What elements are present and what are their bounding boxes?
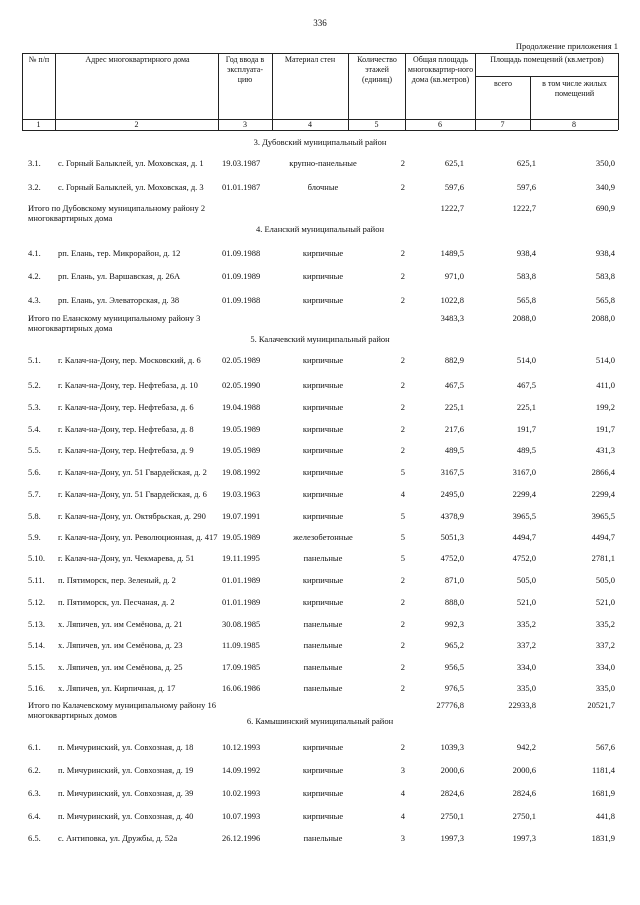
row-floors: 5 [400, 511, 405, 521]
row-number: 5.7. [28, 489, 41, 499]
row-floors: 2 [400, 271, 405, 281]
row-total-area: 597,6 [444, 182, 464, 192]
row-material: кирпичные [302, 355, 344, 365]
row-year: 30.08.1985 [222, 619, 261, 629]
row-total-area: 888,0 [444, 597, 464, 607]
row-total-area: 992,3 [444, 619, 464, 629]
row-area-living: 514,0 [595, 355, 615, 365]
row-number: 5.16. [28, 683, 45, 693]
row-year: 19.07.1991 [222, 511, 261, 521]
row-material: кирпичные [302, 467, 344, 477]
row-number: 6.4. [28, 811, 41, 821]
row-area-all: 191,7 [516, 424, 536, 434]
row-area-living: 1831,9 [591, 833, 615, 843]
row-floors: 2 [400, 640, 405, 650]
row-total-area: 1039,3 [440, 742, 464, 752]
row-year: 10.12.1993 [222, 742, 261, 752]
header-num: № п/п [28, 55, 50, 64]
row-area-living: 565,8 [595, 295, 615, 305]
row-material: кирпичные [302, 742, 344, 752]
row-year: 16.06.1986 [222, 683, 261, 693]
row-floors: 2 [400, 248, 405, 258]
row-area-all: 2750,1 [512, 811, 536, 821]
row-area-living: 567,6 [595, 742, 615, 752]
row-material: панельные [303, 683, 343, 693]
table-row [0, 380, 640, 392]
row-area-all: 2299,4 [512, 489, 536, 499]
section-title: 6. Камышинский муниципальный район [246, 716, 394, 726]
total-area-all: 22933,8 [508, 700, 536, 710]
row-area-living: 441,8 [595, 811, 615, 821]
table-row [0, 182, 640, 194]
total-area-living: 2088,0 [591, 313, 615, 323]
row-area-living: 335,2 [595, 619, 615, 629]
row-address: г. Калач-на-Дону, ул. Революционная, д. 417 [58, 532, 218, 542]
row-material: кирпичные [302, 248, 344, 258]
row-address: х. Ляпичев, ул. им Семёнова, д. 25 [58, 662, 183, 672]
row-floors: 5 [400, 467, 405, 477]
col-number: 3 [243, 120, 247, 129]
row-total-area: 956,5 [444, 662, 464, 672]
table-row [0, 158, 640, 170]
row-address: рп. Елань, тер. Микрорайон, д. 12 [58, 248, 181, 258]
row-number: 5.1. [28, 355, 41, 365]
row-material: панельные [303, 553, 343, 563]
row-floors: 2 [400, 402, 405, 412]
row-total-area: 2000,6 [440, 765, 464, 775]
row-floors: 5 [400, 532, 405, 542]
row-number: 5.14. [28, 640, 45, 650]
row-year: 01.01.1987 [222, 182, 261, 192]
row-total-area: 976,5 [444, 683, 464, 693]
row-area-living: 2866,4 [591, 467, 615, 477]
row-area-living: 340,9 [595, 182, 615, 192]
row-address: х. Ляпичев, ул. им Семёнова, д. 23 [58, 640, 183, 650]
row-floors: 2 [400, 355, 405, 365]
total-area: 3483,3 [440, 313, 464, 323]
row-address: г. Калач-на-Дону, тер. Нефтебаза, д. 8 [58, 424, 194, 434]
row-address: г. Калач-на-Дону, тер. Нефтебаза, д. 6 [58, 402, 194, 412]
table-row [0, 532, 640, 544]
row-address: п. Мичуринский, ул. Совхозная, д. 18 [58, 742, 194, 752]
row-area-all: 335,2 [516, 619, 536, 629]
table-row [0, 683, 640, 695]
row-total-area: 489,5 [444, 445, 464, 455]
table-row [0, 788, 640, 800]
row-area-all: 3167,0 [512, 467, 536, 477]
row-year: 26.12.1996 [222, 833, 261, 843]
row-area-all: 4494,7 [512, 532, 536, 542]
row-address: г. Калач-на-Дону, ул. 51 Гвардейская, д. 2 [58, 467, 207, 477]
row-floors: 2 [400, 662, 405, 672]
table-row [0, 597, 640, 609]
row-number: 5.10. [28, 553, 45, 563]
row-area-all: 521,0 [516, 597, 536, 607]
row-year: 01.09.1988 [222, 295, 261, 305]
row-address: рп. Елань, ул. Варшавская, д. 26А [58, 271, 181, 281]
row-area-all: 942,2 [516, 742, 536, 752]
row-material: кирпичные [302, 295, 344, 305]
col-number: 2 [134, 120, 139, 129]
row-floors: 4 [400, 788, 405, 798]
row-number: 5.13. [28, 619, 45, 629]
row-number: 5.9. [28, 532, 41, 542]
row-number: 4.3. [28, 295, 41, 305]
row-year: 01.01.1989 [222, 575, 261, 585]
row-area-all: 334,0 [516, 662, 536, 672]
row-total-area: 971,0 [444, 271, 464, 281]
row-total-area: 467,5 [444, 380, 464, 390]
row-floors: 2 [400, 575, 405, 585]
row-address: с. Антиповка, ул. Дружбы, д. 52а [58, 833, 178, 843]
row-year: 01.09.1988 [222, 248, 261, 258]
table-row [0, 833, 640, 845]
row-number: 6.3. [28, 788, 41, 798]
row-area-living: 334,0 [595, 662, 615, 672]
page-number: 336 [313, 18, 327, 28]
row-number: 5.12. [28, 597, 45, 607]
row-total-area: 882,9 [444, 355, 464, 365]
header-total-area: Общая площадь многоквартир-ного дома (кв.метров) [407, 55, 474, 84]
row-floors: 3 [400, 833, 405, 843]
continuation-label: Продолжение приложения 1 [515, 41, 618, 51]
row-number: 6.5. [28, 833, 41, 843]
row-area-living: 411,0 [596, 380, 615, 390]
row-number: 5.8. [28, 511, 41, 521]
row-year: 02.05.1989 [222, 355, 261, 365]
row-number: 6.1. [28, 742, 41, 752]
row-total-area: 2824,6 [440, 788, 464, 798]
row-number: 4.2. [28, 271, 41, 281]
row-address: п. Пятиморск, пер. Зеленый, д. 2 [58, 575, 176, 585]
total-area-living: 690,9 [595, 203, 615, 213]
table-row [0, 575, 640, 587]
table-row [0, 553, 640, 565]
row-total-area: 1489,5 [440, 248, 464, 258]
row-material: кирпичные [302, 597, 344, 607]
row-address: г. Калач-на-Дону, пер. Московский, д. 6 [58, 355, 201, 365]
row-address: рп. Елань, ул. Элеваторская, д. 38 [58, 295, 180, 305]
row-area-all: 489,5 [516, 445, 536, 455]
row-total-area: 3167,5 [440, 467, 464, 477]
row-area-all: 938,4 [516, 248, 536, 258]
row-area-all: 505,0 [516, 575, 536, 585]
row-number: 5.3. [28, 402, 41, 412]
row-total-area: 965,2 [444, 640, 464, 650]
row-material: кирпичные [302, 402, 344, 412]
total-area-all: 2088,0 [512, 313, 536, 323]
row-area-all: 4752,0 [512, 553, 536, 563]
row-material: кирпичные [302, 489, 344, 499]
row-year: 17.09.1985 [222, 662, 261, 672]
table-row [0, 765, 640, 777]
row-address: г. Калач-на-Дону, ул. 51 Гвардейская, д. 6 [58, 489, 207, 499]
row-total-area: 5051,3 [440, 532, 464, 542]
row-year: 01.01.1989 [222, 597, 261, 607]
row-year: 10.02.1993 [222, 788, 261, 798]
row-material: кирпичные [302, 380, 344, 390]
row-floors: 3 [400, 765, 405, 775]
table-row [0, 271, 640, 283]
row-material: железобетонные [293, 532, 353, 542]
col-number: 4 [308, 120, 312, 129]
table-row [0, 248, 640, 260]
row-floors: 2 [400, 619, 405, 629]
row-area-all: 514,0 [516, 355, 536, 365]
row-year: 19.05.1989 [222, 424, 261, 434]
row-floors: 2 [400, 380, 405, 390]
row-number: 5.15. [28, 662, 45, 672]
row-year: 11.09.1985 [222, 640, 260, 650]
row-address: х. Ляпичев, ул. им Семёнова, д. 21 [58, 619, 183, 629]
row-area-all: 583,8 [516, 271, 536, 281]
row-floors: 2 [400, 445, 405, 455]
row-area-living: 2299,4 [591, 489, 615, 499]
row-year: 19.04.1988 [222, 402, 261, 412]
row-area-all: 597,6 [516, 182, 536, 192]
col-number: 8 [572, 120, 576, 129]
table-row [0, 355, 640, 367]
row-number: 6.2. [28, 765, 41, 775]
col-number: 5 [374, 120, 379, 129]
row-area-living: 938,4 [595, 248, 615, 258]
row-material: панельные [303, 662, 343, 672]
row-floors: 5 [400, 553, 405, 563]
row-year: 19.05.1989 [222, 445, 261, 455]
table-row [0, 295, 640, 307]
row-material: кирпичные [302, 765, 344, 775]
total-area-living: 20521,7 [587, 700, 615, 710]
row-floors: 2 [400, 295, 405, 305]
table-row [0, 511, 640, 523]
row-floors: 2 [400, 597, 405, 607]
row-total-area: 4378,9 [440, 511, 464, 521]
row-number: 3.1. [28, 158, 41, 168]
row-number: 4.1. [28, 248, 41, 258]
row-area-living: 583,8 [595, 271, 615, 281]
row-area-all: 1997,3 [512, 833, 536, 843]
row-year: 19.03.1963 [222, 489, 261, 499]
row-total-area: 2750,1 [440, 811, 464, 821]
row-material: кирпичные [302, 424, 344, 434]
table-row [0, 811, 640, 823]
row-floors: 4 [400, 489, 405, 499]
row-material: кирпичные [302, 445, 344, 455]
row-area-living: 4494,7 [591, 532, 615, 542]
row-total-area: 871,0 [444, 575, 464, 585]
section-total-label: Итого по Дубовскому муниципальному району 2 многоквартирных дома [28, 203, 206, 223]
row-area-all: 2000,6 [512, 765, 536, 775]
row-number: 5.6. [28, 467, 41, 477]
row-floors: 2 [400, 683, 405, 693]
row-material: панельные [303, 833, 343, 843]
row-total-area: 4752,0 [440, 553, 464, 563]
table-row [0, 742, 640, 754]
row-material: кирпичные [302, 575, 344, 585]
row-year: 14.09.1992 [222, 765, 261, 775]
table-row [0, 467, 640, 479]
row-area-all: 2824,6 [512, 788, 536, 798]
row-address: п. Мичуринский, ул. Совхозная, д. 40 [58, 811, 194, 821]
header-material: Материал стен [284, 55, 336, 64]
row-area-living: 1681,9 [591, 788, 615, 798]
row-material: кирпичные [302, 511, 344, 521]
row-area-all: 225,1 [516, 402, 536, 412]
table-row [0, 402, 640, 414]
row-address: г. Калач-на-Дону, ул. Чекмарева, д. 51 [58, 553, 195, 563]
row-year: 10.07.1993 [222, 811, 261, 821]
total-area: 27776,8 [436, 700, 464, 710]
table-row [0, 640, 640, 652]
row-area-all: 565,8 [516, 295, 536, 305]
row-area-all: 335,0 [516, 683, 536, 693]
row-material: блочные [307, 182, 339, 192]
row-year: 02.05.1990 [222, 380, 261, 390]
row-floors: 2 [400, 742, 405, 752]
row-material: панельные [303, 619, 343, 629]
row-total-area: 217,6 [444, 424, 464, 434]
section-title: 4. Еланский муниципальный район [255, 224, 385, 234]
row-address: х. Ляпичев, ул. Кирпичная, д. 17 [58, 683, 176, 693]
row-area-living: 335,0 [595, 683, 615, 693]
row-address: г. Калач-на-Дону, ул. Октябрьская, д. 290 [58, 511, 206, 521]
header-year: Год ввода в эксплуата-цию [225, 55, 265, 84]
table-row [0, 445, 640, 457]
col-number: 1 [36, 120, 41, 129]
row-address: г. Калач-на-Дону, тер. Нефтебаза, д. 10 [58, 380, 198, 390]
total-area-all: 1222,7 [512, 203, 536, 213]
row-year: 19.05.1989 [222, 532, 261, 542]
row-area-all: 3965,5 [512, 511, 536, 521]
row-area-all: 625,1 [516, 158, 536, 168]
row-area-living: 505,0 [595, 575, 615, 585]
row-area-living: 350,0 [595, 158, 615, 168]
header-floors: Количество этажей (единиц) [357, 55, 397, 84]
row-material: крупно-панельные [289, 158, 357, 168]
section-title: 5. Калачевский муниципальный район [250, 334, 390, 344]
row-material: кирпичные [302, 788, 344, 798]
row-material: панельные [303, 640, 343, 650]
table-row [0, 619, 640, 631]
row-floors: 2 [400, 424, 405, 434]
table-row [0, 424, 640, 436]
total-area: 1222,7 [440, 203, 464, 213]
row-address: п. Пятиморск, ул. Песчаная, д. 2 [58, 597, 175, 607]
row-total-area: 2495,0 [440, 489, 464, 499]
row-total-area: 1022,8 [440, 295, 464, 305]
row-area-living: 337,2 [595, 640, 615, 650]
row-area-living: 1181,4 [591, 765, 615, 775]
row-area-living: 199,2 [595, 402, 615, 412]
row-total-area: 625,1 [444, 158, 464, 168]
header-living: в том числе жилых помещений [542, 79, 607, 98]
row-year: 01.09.1989 [222, 271, 261, 281]
header-address: Адрес многоквартирного дома [85, 55, 190, 64]
row-area-all: 337,2 [516, 640, 536, 650]
row-address: с. Горный Балыклей, ул. Моховская, д. 3 [58, 182, 204, 192]
section-title: 3. Дубовский муниципальный район [253, 137, 387, 147]
row-number: 5.5. [28, 445, 41, 455]
row-floors: 4 [400, 811, 405, 821]
row-area-living: 2781,1 [591, 553, 615, 563]
row-floors: 2 [400, 182, 405, 192]
row-area-living: 521,0 [595, 597, 615, 607]
row-number: 5.2. [28, 380, 41, 390]
section-total-label: Итого по Еланскому муниципальному району 3 многоквартирных дома [28, 313, 201, 333]
row-year: 19.08.1992 [222, 467, 261, 477]
table-row [0, 662, 640, 674]
row-address: п. Мичуринский, ул. Совхозная, д. 19 [58, 765, 194, 775]
col-number: 7 [500, 120, 505, 129]
row-year: 19.11.1995 [222, 553, 260, 563]
col-number: 6 [438, 120, 442, 129]
table-row [0, 489, 640, 501]
row-number: 5.4. [28, 424, 41, 434]
row-floors: 2 [400, 158, 405, 168]
row-number: 3.2. [28, 182, 41, 192]
row-year: 19.03.1987 [222, 158, 261, 168]
row-area-all: 467,5 [516, 380, 536, 390]
header-all: всего [493, 79, 512, 88]
row-area-living: 3965,5 [591, 511, 615, 521]
row-address: с. Горный Балыклей, ул. Моховская, д. 1 [58, 158, 204, 168]
header-premises: Площадь помещений (кв.метров) [490, 55, 604, 64]
row-material: кирпичные [302, 271, 344, 281]
row-number: 5.11. [28, 575, 45, 585]
row-address: г. Калач-на-Дону, тер. Нефтебаза, д. 9 [58, 445, 194, 455]
row-area-living: 431,3 [595, 445, 615, 455]
row-material: кирпичные [302, 811, 344, 821]
row-area-living: 191,7 [595, 424, 615, 434]
row-address: п. Мичуринский, ул. Совхозная, д. 39 [58, 788, 194, 798]
section-total-label: Итого по Калачевскому муниципальному району 16 многоквартирных домов [28, 700, 216, 720]
row-total-area: 1997,3 [440, 833, 464, 843]
row-total-area: 225,1 [444, 402, 464, 412]
